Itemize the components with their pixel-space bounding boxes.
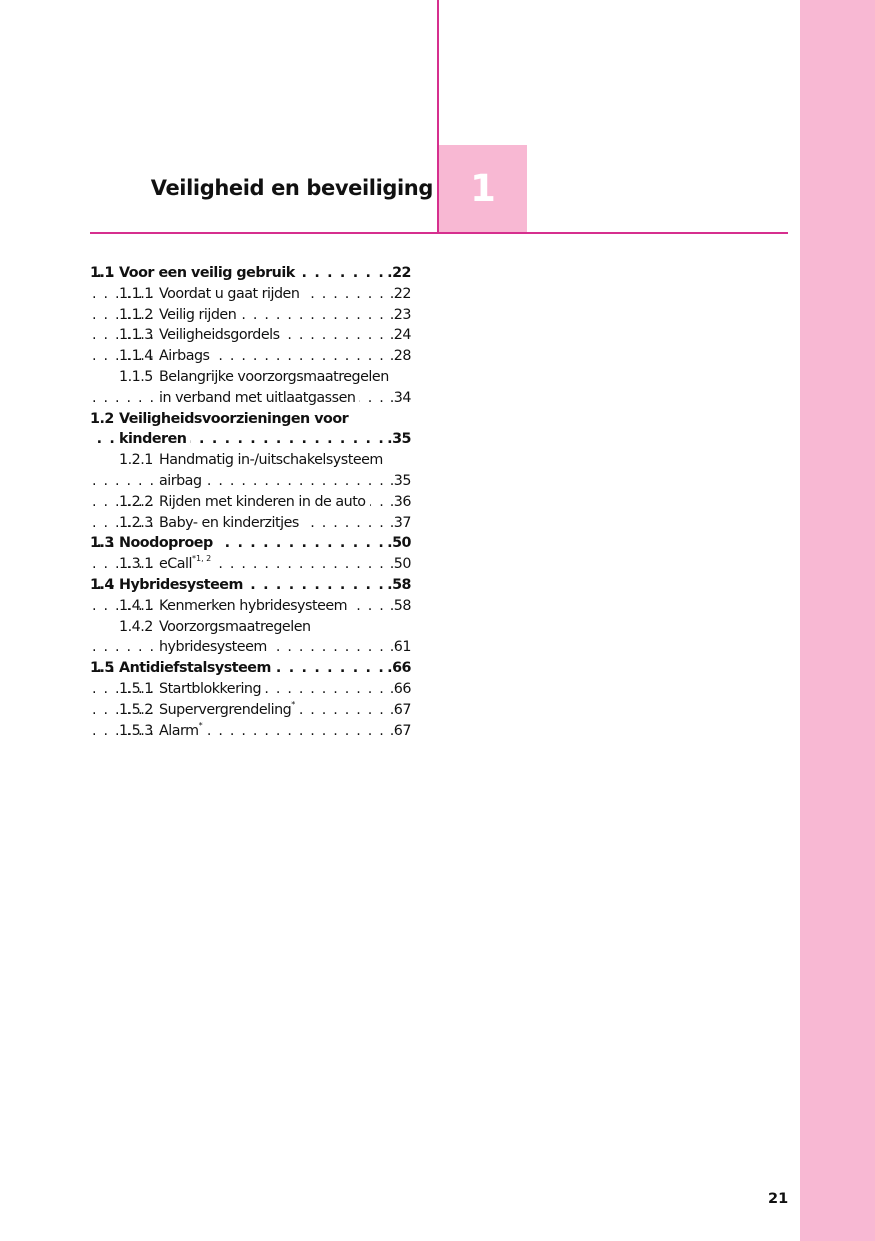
toc-page-ref: .50 [389,554,411,575]
toc-entry-title: Noodoproep [119,533,217,554]
toc-page-ref: .61 [389,637,411,658]
toc-entry-title: Belangrijke voorzorgsmaatregelen [159,367,393,388]
toc-section-row[interactable] [90,429,411,450]
toc-entry-title: kinderen [119,429,190,450]
toc-entry-title: Startblokkering [159,679,265,700]
toc-entry-title: Voordat u gaat rijden [159,284,303,305]
toc-entry-title: Veiligheidsgordels [159,325,284,346]
toc-page-ref: .37 [389,513,411,534]
toc-subsection-row[interactable] [90,637,411,658]
toc-entry-number: 1.5.2 [119,701,153,718]
toc-entry-title-wrap [159,721,207,742]
footnote-marker: *1, 2 [191,554,212,564]
toc-entry-number: 1.1 [90,265,114,281]
toc-entry-title: Antidiefstalsysteem [119,658,275,679]
toc-page-ref: .67 [389,700,411,721]
toc-page-ref: .66 [389,679,411,700]
toc-leader-dots [90,554,385,575]
header-horizontal-rule [90,232,788,234]
toc-entry-number: 1.1.4 [119,348,153,365]
toc-entry-number: 1.1.5 [119,368,153,385]
toc-page-ref: .23 [389,305,411,326]
toc-entry-number: 1.3 [90,535,114,552]
toc-entry-title: in verband met uitlaatgassen [159,388,359,409]
toc-section-row[interactable] [90,409,411,430]
toc-subsection-row[interactable] [90,284,411,305]
toc-entry-title: Rijden met kinderen in de auto [159,492,370,513]
toc-subsection-row[interactable] [90,721,411,742]
chapter-number: 1 [470,167,496,210]
toc-subsection-row[interactable] [90,450,411,471]
toc-entry-title: Voorzorgsmaatregelen [159,617,315,638]
toc-entry-title-wrap [159,554,215,575]
toc-page-ref: .22 [389,284,411,305]
toc-leader-dots [90,471,385,492]
toc-entry-number: 1.5.1 [119,680,153,697]
toc-subsection-row[interactable] [90,346,411,367]
toc-entry-title: Hybridesysteem [119,575,247,596]
toc-page-ref: .58 [389,596,411,617]
toc-subsection-row[interactable] [90,554,411,575]
toc-subsection-row[interactable] [90,513,411,534]
toc-entry-title: Alarm [159,722,199,739]
toc-page-ref: .28 [389,346,411,367]
toc-entry-number: 1.1.3 [119,327,153,344]
toc-leader-dots [90,721,385,742]
toc-page-ref: .22 [386,263,411,284]
toc-entry-title: Kenmerken hybridesysteem [159,596,351,617]
toc-entry-title: Veilig rijden [159,305,240,326]
toc-page-ref: .66 [386,658,411,679]
toc-page-ref: .24 [389,325,411,346]
toc-entry-title-wrap [159,700,299,721]
toc-entry-title: Baby- en kinderzitjes [159,513,303,534]
toc-page-ref: .67 [389,721,411,742]
toc-section-row[interactable] [90,263,411,284]
side-color-band [800,0,875,1241]
toc-subsection-row[interactable] [90,388,411,409]
toc-entry-number: 1.2.2 [119,493,153,510]
footnote-marker: * [198,720,203,730]
toc-entry-number: 1.5 [90,660,114,677]
toc-entry-number: 1.1.1 [119,285,153,302]
toc-entry-title: Handmatig in-/uitschakelsysteem [159,450,387,471]
toc-subsection-row[interactable] [90,700,411,721]
toc-page-ref: .34 [389,388,411,409]
chapter-number-box [439,145,527,232]
toc-entry-number: 1.2.3 [119,514,153,531]
toc-entry-number: 1.5.3 [119,722,153,739]
toc-section-row[interactable] [90,575,411,596]
toc-entry-number: 1.4 [90,576,114,593]
toc-entry-title: Airbags [159,346,214,367]
page-number: 21 [768,1191,789,1207]
toc-entry-title: Supervergrendeling [159,701,292,718]
toc-entry-title: Veiligheidsvoorzieningen voor [119,409,352,430]
toc-entry-number: 1.2 [90,410,114,427]
toc-subsection-row[interactable] [90,305,411,326]
toc-entry-title: eCall [159,556,192,573]
toc-subsection-row[interactable] [90,367,411,388]
toc-subsection-row[interactable] [90,471,411,492]
toc-entry-number: 1.4.1 [119,597,153,614]
toc-entry-number: 1.2.1 [119,452,153,469]
toc-subsection-row[interactable] [90,617,411,638]
toc-page-ref: .35 [389,471,411,492]
toc-page-ref: .58 [386,575,411,596]
toc-page-ref: .35 [386,429,411,450]
toc-entry-number: 1.1.2 [119,306,153,323]
table-of-contents [90,263,411,741]
toc-entry-title: hybridesysteem [159,637,271,658]
toc-page-ref: .50 [386,533,411,554]
footnote-marker: * [291,699,296,709]
toc-leader-dots [90,346,385,367]
chapter-title: Veiligheid en beveiliging [150,176,433,200]
toc-entry-number: 1.4.2 [119,618,153,635]
toc-entry-title: airbag [159,471,206,492]
toc-section-row[interactable] [90,533,411,554]
toc-page-ref: .36 [389,492,411,513]
toc-entry-title: Voor een veilig gebruik [119,263,299,284]
toc-subsection-row[interactable] [90,596,411,617]
toc-subsection-row[interactable] [90,325,411,346]
toc-section-row[interactable] [90,658,411,679]
toc-subsection-row[interactable] [90,492,411,513]
toc-subsection-row[interactable] [90,679,411,700]
toc-entry-number: 1.3.1 [119,556,153,573]
